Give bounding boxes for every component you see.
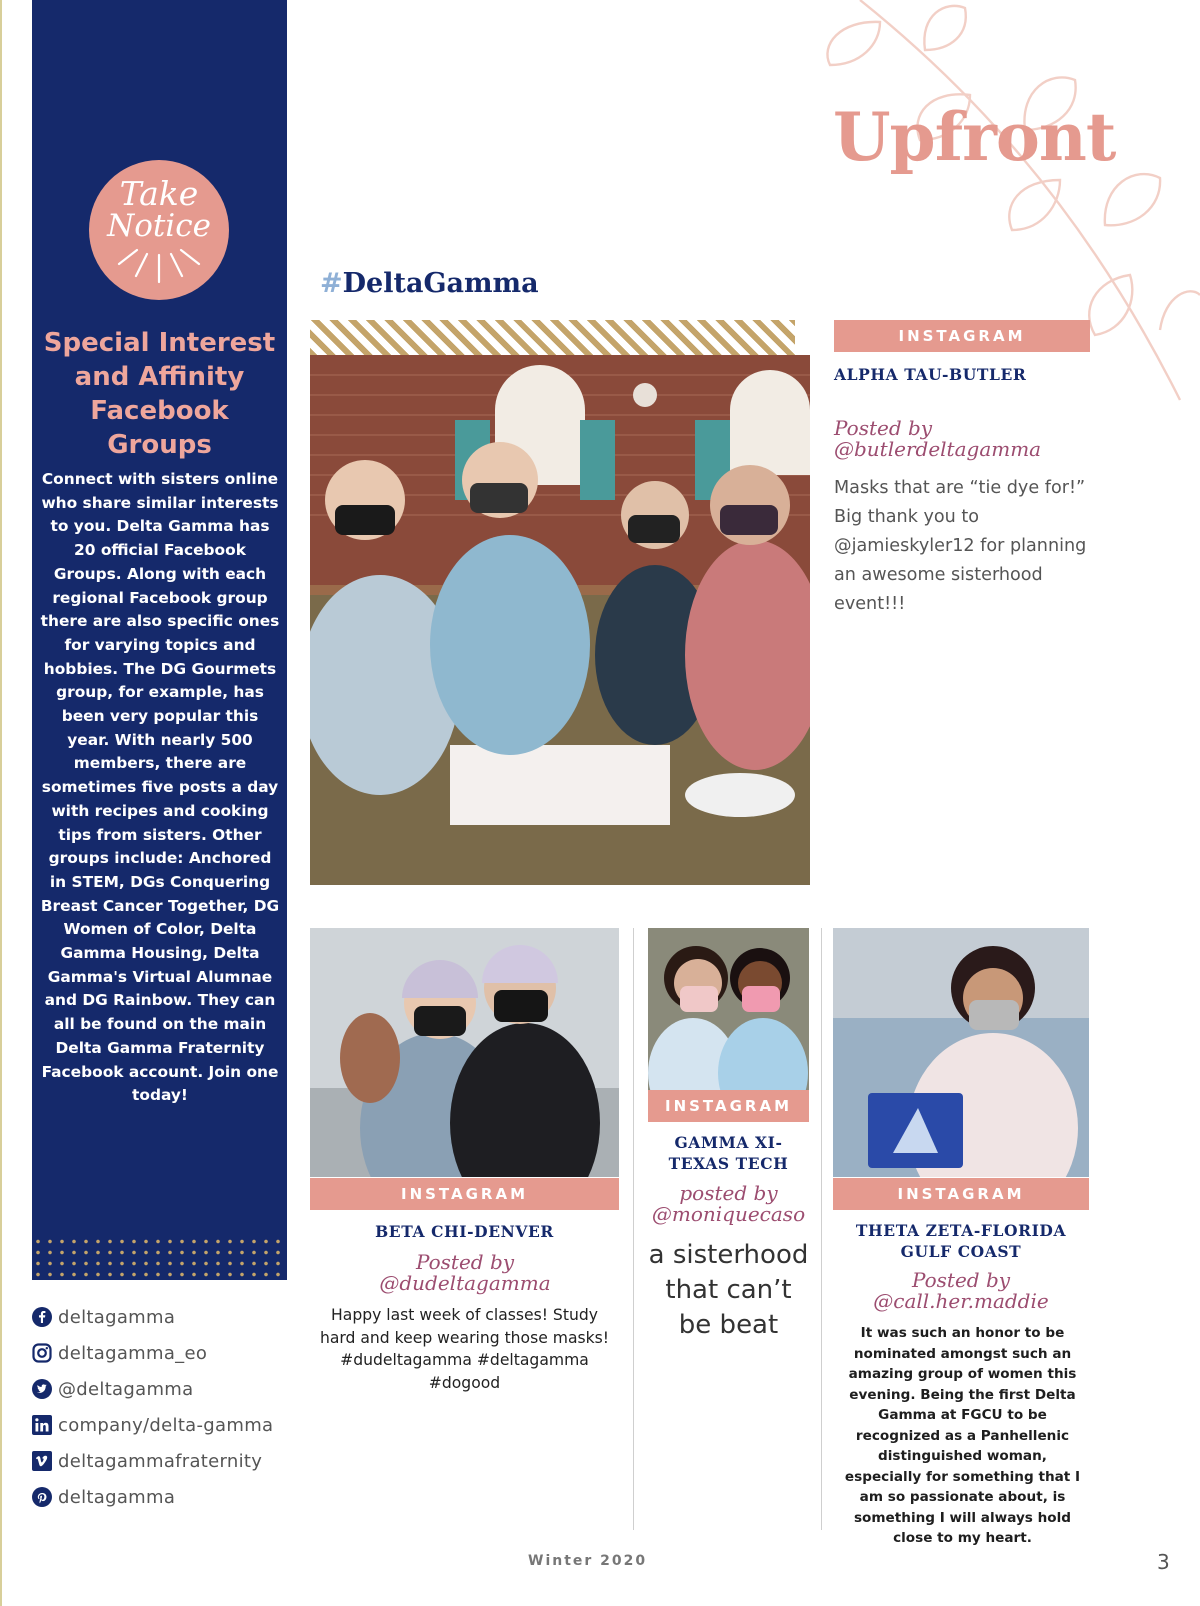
sidebar-title: Special Interest and Affinity Facebook Groups [43,328,276,460]
post-photo-denver [310,928,619,1177]
instagram-banner: INSTAGRAM [834,320,1090,352]
social-pinterest[interactable] [32,1482,175,1512]
post-photo-fgcu [833,928,1089,1177]
social-facebook[interactable] [32,1302,175,1332]
social-instagram[interactable] [32,1338,207,1368]
photo-image [648,928,809,1091]
chapter-name: BETA CHI-DENVER [375,1222,554,1241]
leaf-branch-icon [820,0,1200,420]
post-caption: Masks that are “tie dye for!” Big thank you to @jamieskyler12 for planning an awesome sisterhood event!!! [834,478,1087,614]
posted-by: Posted by @dudeltagamma [379,1250,551,1295]
posted-by: posted by @moniquecaso [651,1181,806,1226]
social-twitter[interactable] [32,1374,193,1404]
vimeo-icon [32,1451,52,1471]
instagram-banner: INSTAGRAM [648,1090,809,1122]
social-label: deltagamma [58,1486,176,1508]
issue-label: Winter 2020 [528,1553,648,1569]
posted-by: Posted by @butlerdeltagamma [834,416,1042,461]
post-caption: a sisterhood that can’t be beat [648,1240,809,1340]
dot-pattern [32,1236,287,1280]
posted-by: Posted by @call.her.maddie [873,1268,1049,1313]
main-photo [310,355,810,885]
linkedin-icon [32,1415,52,1435]
instagram-icon [32,1343,52,1363]
photo-image [310,355,810,885]
gold-stripes [310,320,795,356]
instagram-banner: INSTAGRAM [310,1178,619,1210]
post-caption: It was such an honor to be nominated amongst such an amazing group of women this evening. Being the first Delta Gamma at FGCU to be recognized as a Panhellenic distinguished woman, especially for something that I am so passionate about, is something I will always hold close to my heart. [844,1325,1081,1546]
social-label: deltagamma [58,1306,176,1328]
section-title: Upfront [833,98,1116,176]
instagram-banner: INSTAGRAM [833,1178,1089,1210]
social-label: deltagamma_eo [58,1342,208,1364]
social-label: company/delta-gamma [58,1414,274,1436]
post-caption: Happy last week of classes! Study hard and keep wearing those masks! #dudeltagamma #deltagamma #dogood [319,1306,610,1392]
column-divider [821,928,822,1530]
social-label: deltagammafraternity [58,1450,263,1472]
pinterest-icon [32,1487,52,1507]
sidebar-panel [32,0,287,1280]
page-number: 3 [1157,1550,1170,1574]
social-vimeo[interactable] [32,1446,262,1476]
chapter-name: GAMMA XI-TEXAS TECH [668,1133,789,1173]
page-edge-line [0,0,2,1606]
take-notice-badge [89,160,229,300]
photo-image [310,928,619,1177]
hashtag-text: DeltaGamma [342,268,539,299]
social-linkedin[interactable] [32,1410,273,1440]
photo-image [833,928,1089,1177]
sidebar-body: Connect with sisters online who share similar interests to you. Delta Gamma has 20 official Facebook Groups. Along with each regional Facebook group there are also specific ones for varying topics and hobbies. The DG Gourmets group, for example, has been very popular this year. With nearly 500 members, there are sometimes five posts a day with recipes and cooking tips from sisters. Other groups include: Anchored in STEM, DGs Conquering Breast Cancer Together, DG Women of Color, Delta Gamma Housing, Delta Gamma's Virtual Alumnae and DG Rainbow. They can all be found on the main Delta Gamma Fraternity Facebook account. Join one today! [40,470,280,1105]
chapter-name: THETA ZETA-FLORIDA GULF COAST [855,1221,1067,1261]
column-divider [633,928,634,1530]
hash-symbol: # [320,268,343,299]
badge-line1: Take [119,174,199,213]
twitter-icon [32,1379,52,1399]
badge-line2: Notice [107,208,211,244]
chapter-name: ALPHA TAU-BUTLER [834,365,1027,384]
post-photo-texas-tech [648,928,809,1091]
social-label: @deltagamma [58,1378,194,1400]
facebook-icon [32,1307,52,1327]
hashtag-heading [320,268,539,299]
